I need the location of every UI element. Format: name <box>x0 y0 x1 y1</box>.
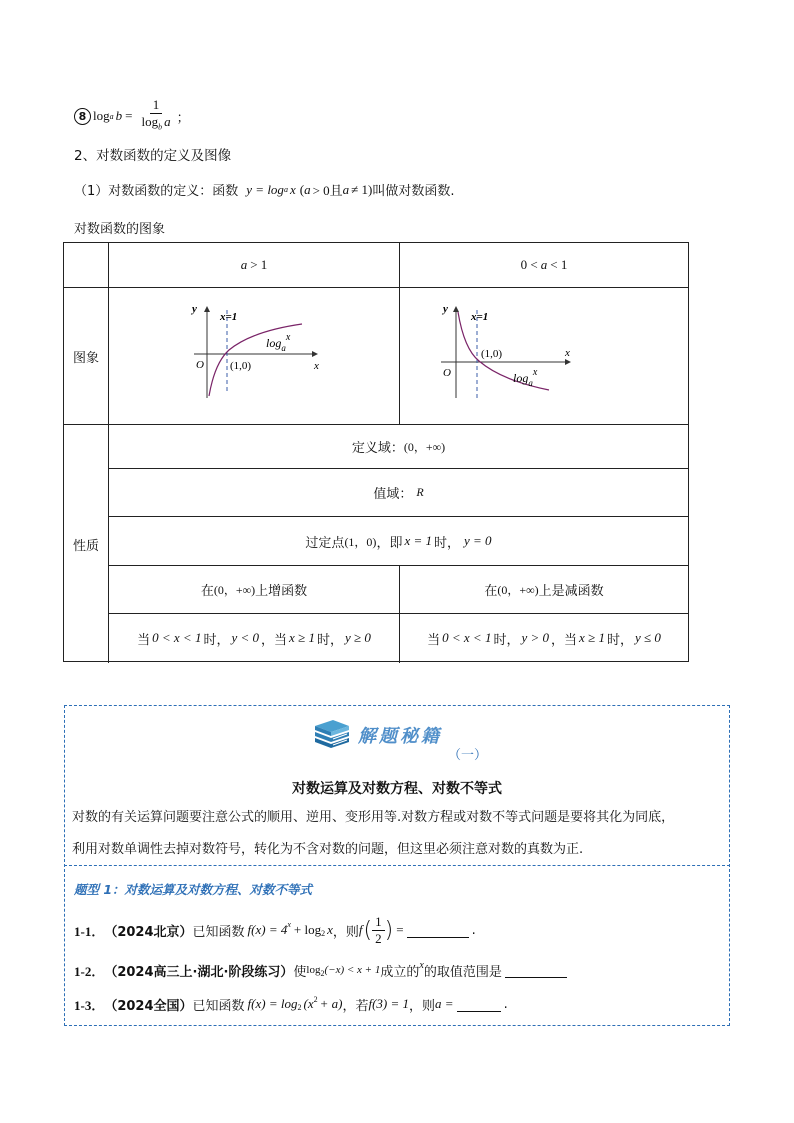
x-axis-arrow <box>565 359 571 365</box>
formula-8: 8 log a b = $\frac{1}{\log_b a}$ ； <box>74 98 190 134</box>
definition-line: （1）对数函数的定义：函数 y = log a x ( a > 0且 a ≠ 1) 叫做对数函数. <box>74 181 455 199</box>
y-label: y <box>443 303 448 315</box>
log-function-table <box>63 242 689 662</box>
topic-title: 题型 1：对数运算及对数方程、对数不等式 <box>74 882 313 897</box>
tips-divider <box>64 865 730 866</box>
origin-label: O <box>443 367 451 379</box>
x-axis-arrow <box>312 351 318 357</box>
range-row: 值域： R <box>373 485 424 502</box>
origin-label: O <box>196 359 204 371</box>
curve-label: $\log_a^x$ <box>513 367 538 388</box>
answer-blank[interactable] <box>505 963 567 978</box>
graph-title: 对数函数的图象 <box>74 222 166 237</box>
tips-title: 对数运算及对数方程、对数不等式 <box>292 781 502 797</box>
table-divider <box>64 287 688 288</box>
log-curve <box>458 312 549 390</box>
section-title: 2、对数函数的定义及图像 <box>74 148 232 164</box>
y-axis-arrow <box>204 306 210 312</box>
y-label: y <box>192 303 197 315</box>
answer-blank[interactable] <box>457 997 501 1012</box>
line-label: x=1 <box>471 311 489 323</box>
row-label-graph: 图象 <box>72 350 99 366</box>
fraction: $\frac{1}{2}$ <box>372 914 385 947</box>
sign-cell-left: 当 0 < x < 1 时， y < 0 ，当 x ≥ 1 时， y ≥ 0 <box>137 630 371 648</box>
graph-decreasing <box>429 298 589 408</box>
books-icon <box>311 718 351 750</box>
header-a-gt-1: a > 1 <box>240 257 268 272</box>
sign-cell-right: 当 0 < x < 1 时， y > 0 ，当 x ≥ 1 时， y ≤ 0 <box>427 630 661 648</box>
fixed-point-row: 过定点 (1，0) ，即 x = 1 时， y = 0 <box>305 533 492 551</box>
decreasing-cell: 在 (0，+∞) 上是减函数 <box>484 583 604 599</box>
tips-paragraph-line-2: 利用对数单调性去掉对数符号，转化为不含对数的问题，但这里必须注意对数的真数为正. <box>72 842 584 857</box>
circled-number: 8 <box>74 108 91 125</box>
row-label-properties: 性质 <box>72 538 99 554</box>
point-label: (1,0) <box>230 360 252 372</box>
tips-heading: 解题秘籍 <box>358 726 442 747</box>
x-label: x <box>314 360 319 372</box>
question-1-2: 1-2． （2024高三上·湖北·阶段练习） 使 log $_2$ (−x) < x + 1 成立的 x 的取值范围是 <box>74 960 570 980</box>
tips-subheading: （一） <box>448 748 488 763</box>
increasing-cell: 在 (0，+∞) 上增函数 <box>200 583 308 599</box>
question-1-3: 1-3． （2024全国） 已知函数 f(x) = log $_2$ (x $^2$ + a) ，若 f(3) = 1 ，则 a = . <box>74 995 508 1014</box>
curve-label: $\log_a^x$ <box>266 332 291 353</box>
x-label: x <box>565 347 570 359</box>
tips-paragraph-line-1: 对数的有关运算问题要注意公式的顺用、逆用、变形用等.对数方程或对数不等式问题是要将其化为同底， <box>72 810 675 825</box>
header-a-lt-1: 0 < a < 1 <box>520 257 568 272</box>
y-axis-arrow <box>453 306 459 312</box>
point-label: (1,0) <box>481 348 503 360</box>
line-label: x=1 <box>220 311 238 323</box>
question-1-1: 1-1． （2024北京） 已知函数 f(x) = 4 $^x$ + log $_2$ x ，则 f ( $\frac{1}{2}$ ) = . <box>74 913 476 946</box>
fraction: $\frac{1}{\log_b a}$ <box>141 96 171 132</box>
answer-blank[interactable] <box>407 923 469 938</box>
graph-increasing <box>184 298 324 408</box>
domain-row: 定义域： (0，+∞) <box>351 440 446 456</box>
